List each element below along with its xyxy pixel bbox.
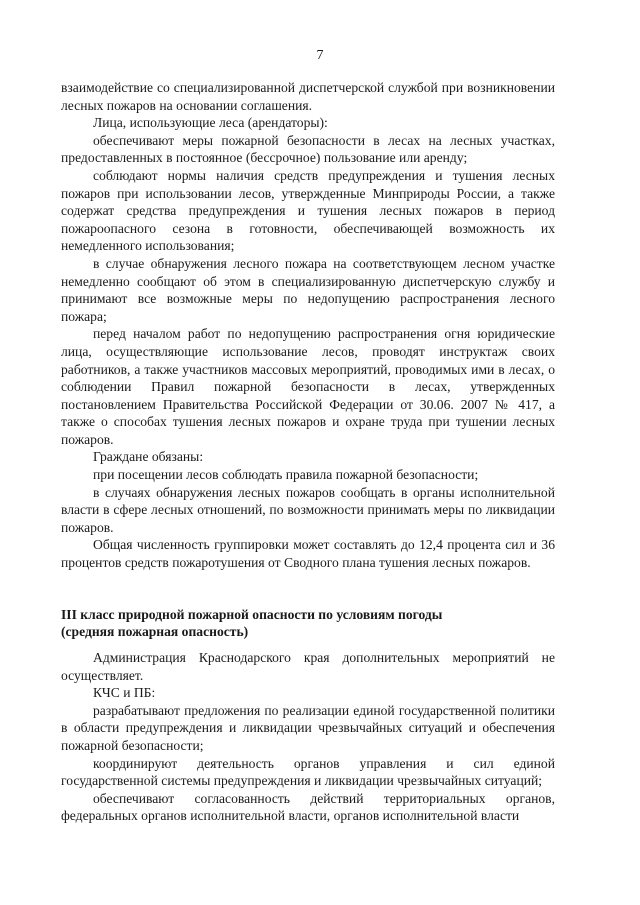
- paragraph: соблюдают нормы наличия средств предупреждения и тушения лесных пожаров при использовании лесов, утвержденные Минприроды России, а также содержат средства предупреждения и тушения лесных пожаров в период пожароопасного сезона в готовности, обеспечивающей возможность их немедленного использования;: [61, 167, 555, 254]
- paragraph: при посещении лесов соблюдать правила пожарной безопасности;: [93, 467, 479, 483]
- paragraph: КЧС и ПБ:: [93, 685, 156, 701]
- body-text-block-2: [61, 649, 555, 825]
- paragraph: взаимодействие со специализированной диспетчерской службой при возникновении лесных пожаров на основании соглашения.: [61, 80, 555, 113]
- paragraph: Общая численность группировки может составлять до 12,4 процента сил и 36 процентов средств пожаротушения от Сводного плана тушения лесных пожаров.: [61, 537, 555, 571]
- paragraph: в случае обнаружения лесного пожара на соответствующем лесном участке немедленно сообщают об этом в специализированную диспетчерскую службу и принимают все возможные меры по недопущению распространения лесного пожара;: [61, 255, 555, 324]
- paragraph: перед началом работ по недопущению распространения огня юридические лица, осуществляющие использование лесов, проводят инструктаж своих работников, а также участников массовых мероприятий, проводимых ими в лесах, о соблюдении Правил пожарной безопасности в лесах, утвержденных постановлением Правительства Российской Федерации от 30.06. 2007 № 417, а также о способах тушения лесных пожаров и охране труда при тушении лесных пожаров.: [61, 326, 555, 447]
- section-heading-line-1: III класс природной пожарной опасности по условиям погоды: [61, 606, 443, 622]
- body-text-block-1: [61, 79, 555, 641]
- paragraph: разрабатывают предложения по реализации единой государственной политики в области предупреждения и ликвидации чрезвычайных ситуаций и обеспечения пожарной безопасности;: [61, 702, 555, 753]
- paragraph: обеспечивают согласованность действий территориальных органов, федеральных органов исполнительной власти, органов исполнительной власти: [61, 790, 555, 824]
- paragraph: обеспечивают меры пожарной безопасности в лесах на лесных участках, предоставленных в постоянное (бессрочное) пользование или аренду;: [61, 132, 555, 166]
- paragraph: координируют деятельность органов управления и сил единой государственной системы предупреждения и ликвидации чрезвычайных ситуаций;: [61, 755, 555, 789]
- paragraph: в случаях обнаружения лесных пожаров сообщать в органы исполнительной власти в сфере лесных отношений, по возможности принимать меры по ликвидации пожаров.: [61, 484, 555, 535]
- section-heading-line-2: (средняя пожарная опасность): [61, 624, 249, 640]
- paragraph: Лица, использующие леса (арендаторы):: [93, 115, 328, 131]
- paragraph: Администрация Краснодарского края дополнительных мероприятий не осуществляет.: [61, 650, 555, 683]
- page-number: 7: [316, 48, 324, 63]
- paragraph: Граждане обязаны:: [93, 449, 204, 465]
